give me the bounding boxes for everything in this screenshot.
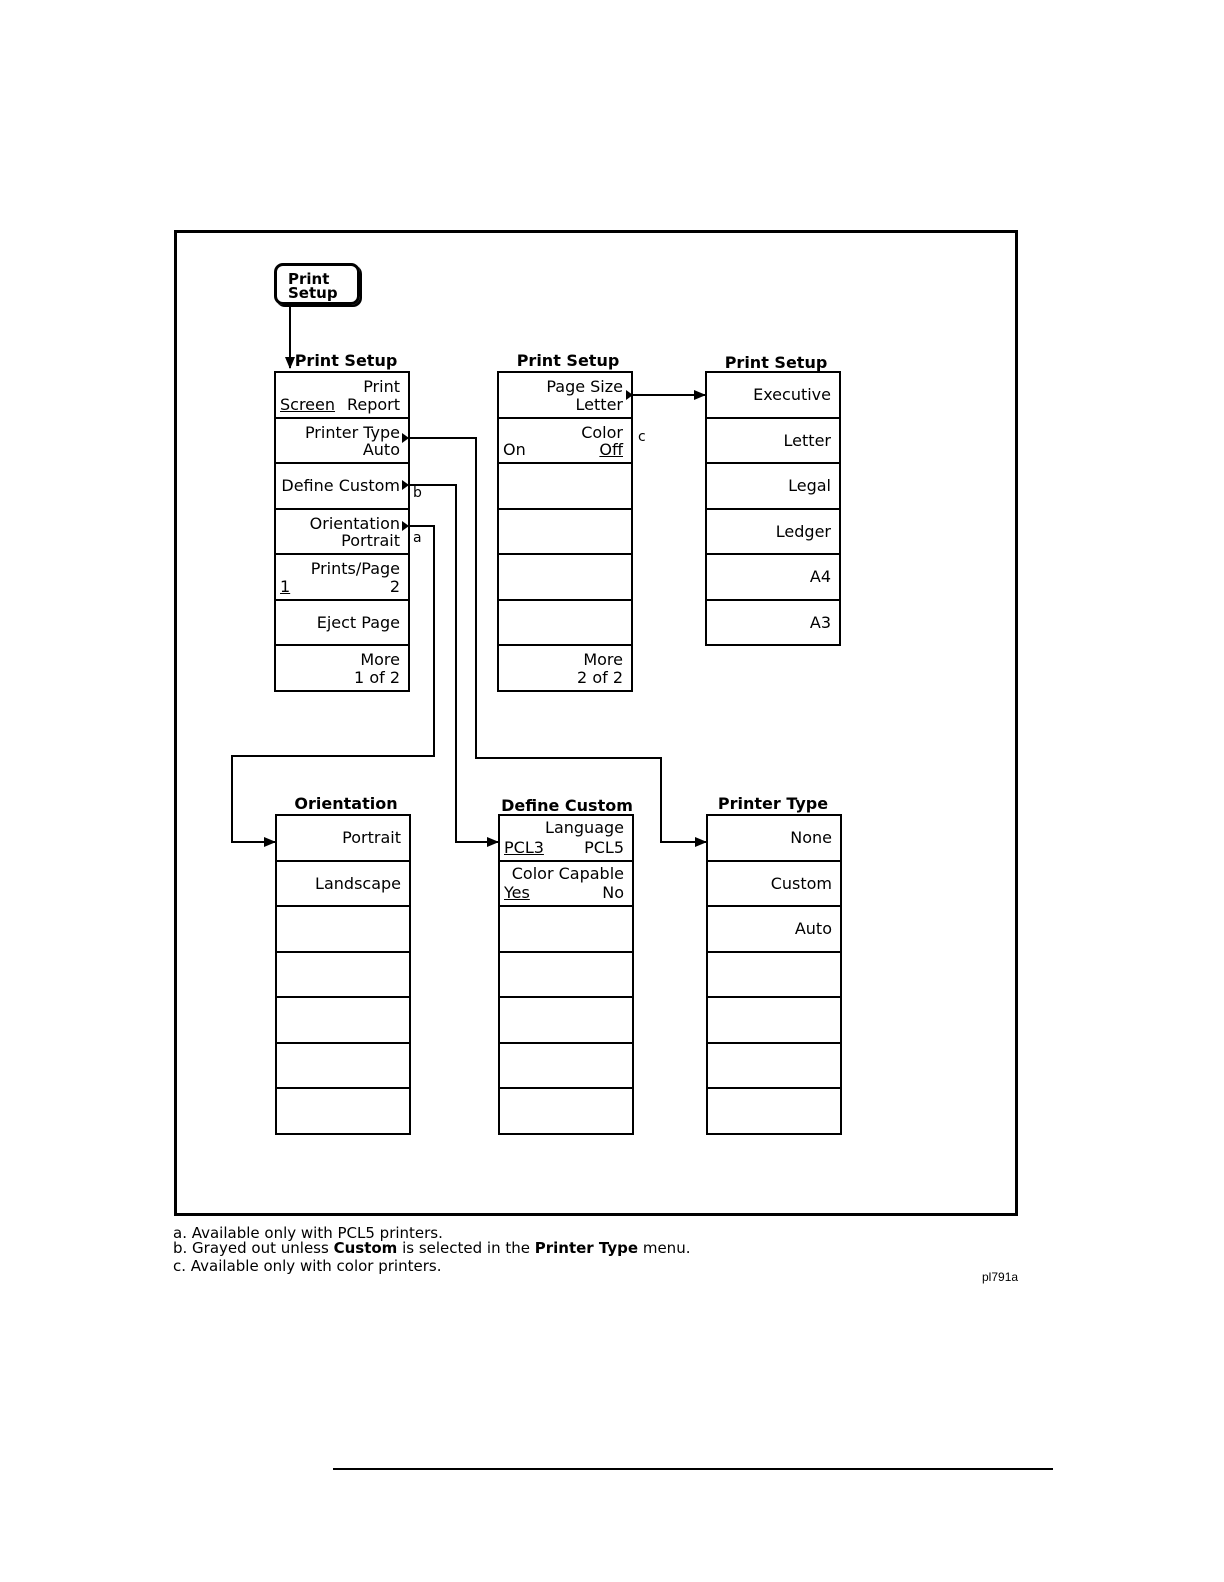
annotation-b: b xyxy=(413,485,422,501)
figure-id: pl791a xyxy=(982,1270,1019,1284)
submenu-arrow-icon xyxy=(402,433,409,443)
softkey-blank[interactable] xyxy=(277,907,409,953)
menu-title-print-setup-2: Print Setup xyxy=(516,351,620,370)
softkey-color-capable[interactable]: Color Capable Yes No xyxy=(500,862,632,908)
softkey-blank[interactable] xyxy=(277,953,409,999)
softkey-blank[interactable] xyxy=(277,1089,409,1135)
menu-print-setup-2 xyxy=(497,371,633,692)
menu-title-printer-type: Printer Type xyxy=(717,794,829,813)
page-rule xyxy=(333,1468,1053,1470)
softkey-blank[interactable] xyxy=(500,953,632,999)
softkey-blank[interactable] xyxy=(499,601,631,647)
submenu-arrow-icon xyxy=(402,480,409,490)
footnote-b: b. Grayed out unless Custom is selected in the Printer Type menu. xyxy=(173,1239,691,1257)
softkey-portrait[interactable]: Portrait xyxy=(277,816,409,862)
footnote-a: a. Available only with PCL5 printers. xyxy=(173,1224,443,1242)
menu-orientation xyxy=(275,814,411,1135)
softkey-blank[interactable] xyxy=(499,555,631,601)
print-setup-hardkey[interactable]: Print Setup xyxy=(274,263,360,305)
softkey-page-size[interactable]: Page Size Letter xyxy=(499,373,631,419)
softkey-language[interactable]: Language PCL3 PCL5 xyxy=(500,816,632,862)
annotation-a: a xyxy=(413,530,422,546)
softkey-auto[interactable]: Auto xyxy=(708,907,840,953)
menu-title-define-custom: Define Custom xyxy=(501,796,633,815)
submenu-arrow-icon xyxy=(402,521,409,531)
annotation-c: c xyxy=(638,429,646,445)
softkey-executive[interactable]: Executive xyxy=(707,373,839,419)
softkey-blank[interactable] xyxy=(708,998,840,1044)
menu-title-print-setup-1: Print Setup xyxy=(294,351,398,370)
softkey-color[interactable]: Color On Off xyxy=(499,419,631,465)
softkey-none[interactable]: None xyxy=(708,816,840,862)
menu-define-custom xyxy=(498,814,634,1135)
menu-print-setup-1 xyxy=(274,371,410,692)
softkey-blank[interactable] xyxy=(500,1044,632,1090)
menu-page-size xyxy=(705,371,841,646)
softkey-blank[interactable] xyxy=(708,1044,840,1090)
softkey-blank[interactable] xyxy=(500,907,632,953)
menu-printer-type xyxy=(706,814,842,1135)
softkey-a3[interactable]: A3 xyxy=(707,601,839,647)
softkey-custom[interactable]: Custom xyxy=(708,862,840,908)
softkey-blank[interactable] xyxy=(277,1044,409,1090)
softkey-printer-type[interactable]: Printer Type Auto xyxy=(276,419,408,465)
softkey-blank[interactable] xyxy=(499,510,631,556)
menu-title-print-setup-3: Print Setup xyxy=(724,353,828,372)
softkey-prints-per-page[interactable]: Prints/Page 1 2 xyxy=(276,555,408,601)
footnote-c: c. Available only with color printers. xyxy=(173,1257,442,1275)
softkey-ledger[interactable]: Ledger xyxy=(707,510,839,556)
softkey-more[interactable]: More 1 of 2 xyxy=(276,646,408,692)
softkey-eject-page[interactable]: Eject Page xyxy=(276,601,408,647)
softkey-define-custom[interactable]: Define Custom xyxy=(276,464,408,510)
define-custom-arrow xyxy=(409,485,498,842)
softkey-blank[interactable] xyxy=(277,998,409,1044)
softkey-letter[interactable]: Letter xyxy=(707,419,839,465)
softkey-blank[interactable] xyxy=(500,1089,632,1135)
softkey-more-2[interactable]: More 2 of 2 xyxy=(499,646,631,692)
softkey-landscape[interactable]: Landscape xyxy=(277,862,409,908)
softkey-blank[interactable] xyxy=(708,953,840,999)
submenu-arrow-icon xyxy=(626,390,633,400)
softkey-blank[interactable] xyxy=(499,464,631,510)
softkey-print[interactable]: Print Screen Report xyxy=(276,373,408,419)
softkey-orientation[interactable]: Orientation Portrait xyxy=(276,510,408,556)
softkey-a4[interactable]: A4 xyxy=(707,555,839,601)
menu-title-orientation: Orientation xyxy=(294,794,398,813)
softkey-blank[interactable] xyxy=(500,998,632,1044)
softkey-blank[interactable] xyxy=(708,1089,840,1135)
softkey-legal[interactable]: Legal xyxy=(707,464,839,510)
